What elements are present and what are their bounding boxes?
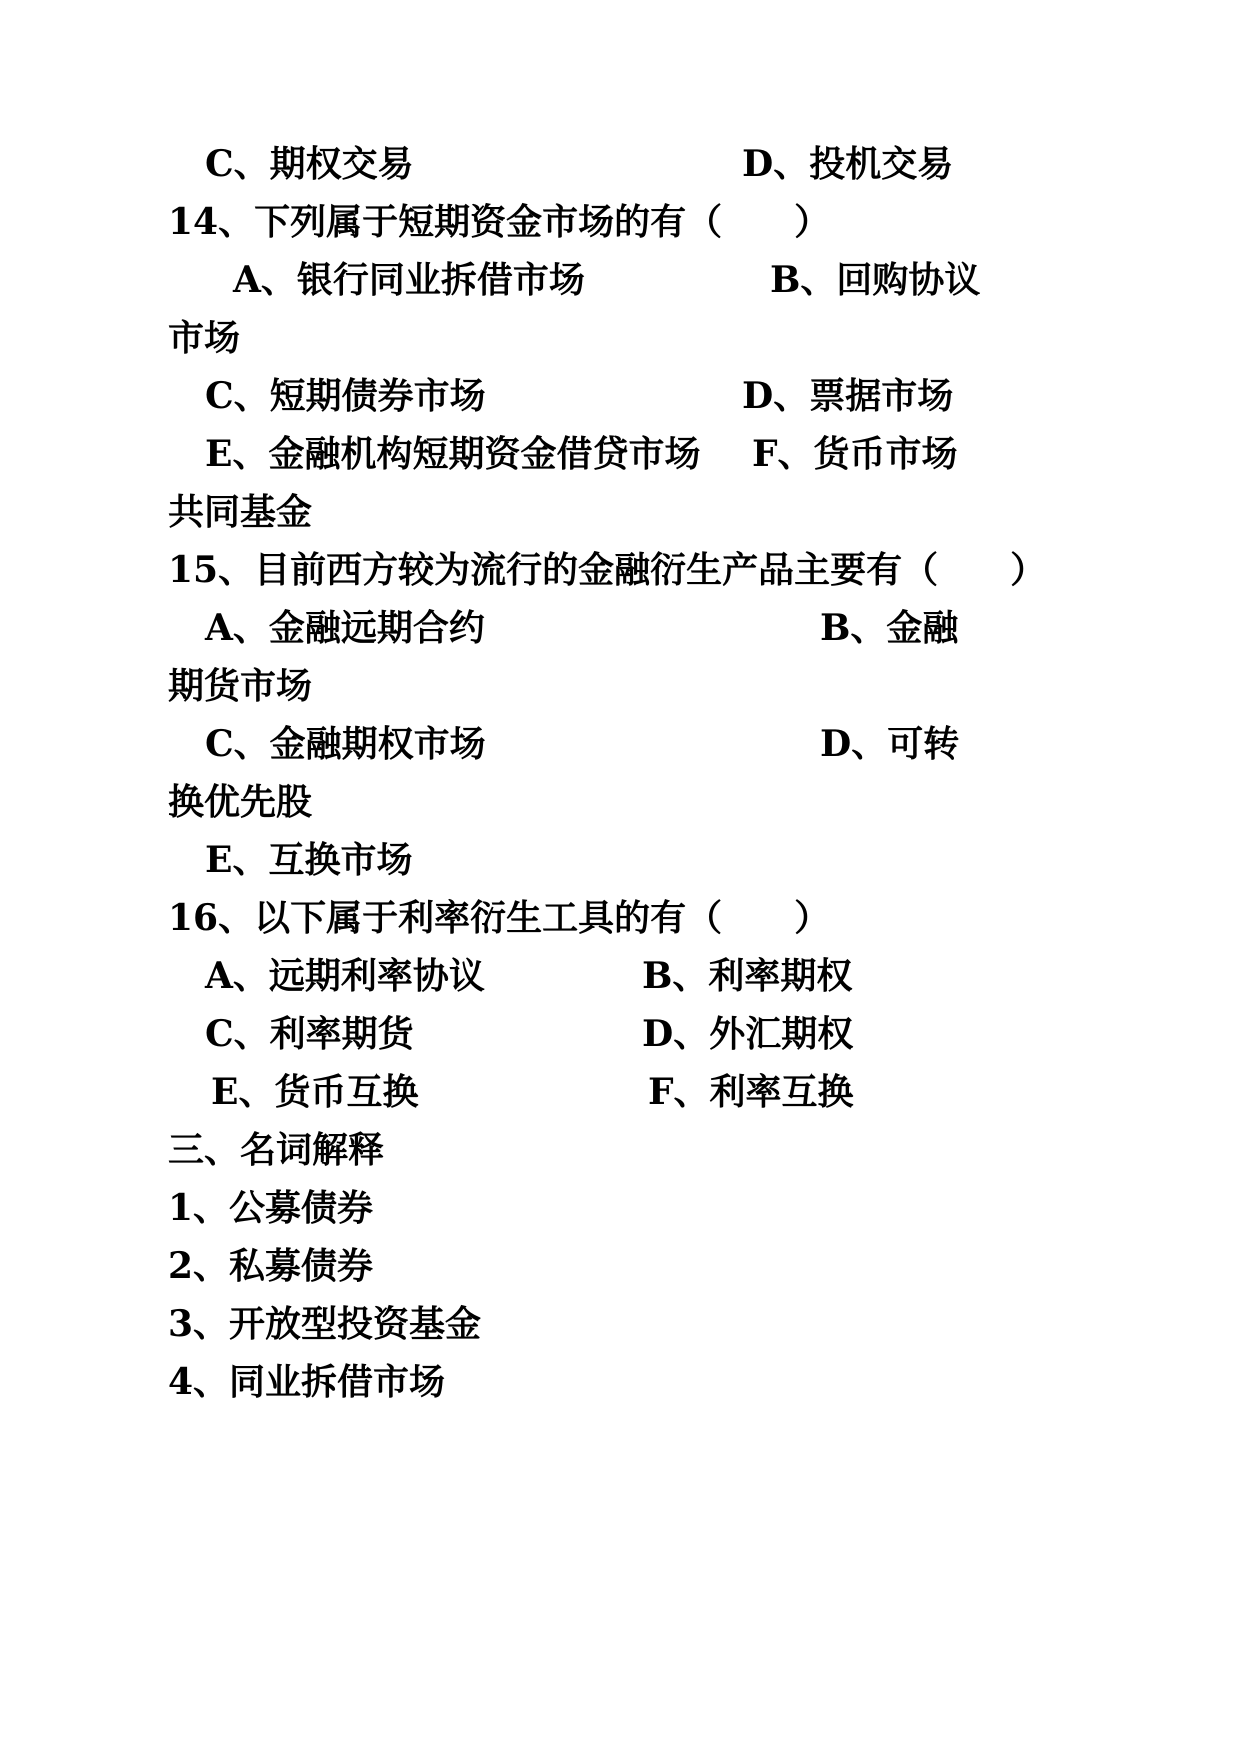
q14-option-c: C、短期债券市场 (205, 375, 486, 417)
q14-option-d: D、票据市场 (742, 375, 954, 417)
section-3-title: 三、名词解释 (168, 1129, 385, 1171)
q15-stem: 15、目前西方较为流行的金融衍生产品主要有（ ） (168, 549, 1047, 591)
q16-option-e: E、货币互换 (211, 1071, 419, 1113)
q14-option-b: B、回购协议 (770, 259, 981, 301)
q13-option-c: C、期权交易 (205, 143, 414, 185)
q14-option-a: A、银行同业拆借市场 (233, 259, 585, 301)
q16-stem: 16、以下属于利率衍生工具的有（ ） (168, 897, 831, 939)
q14-stem: 14、下列属于短期资金市场的有（ ） (168, 201, 831, 243)
q15-option-e: E、互换市场 (205, 839, 413, 881)
q15-option-b: B、金融 (820, 607, 959, 649)
term-1: 1、公募债券 (168, 1187, 374, 1229)
q14-option-f: F、货币市场 (752, 433, 958, 475)
q16-option-f: F、利率互换 (648, 1071, 854, 1113)
q16-option-a: A、远期利率协议 (205, 955, 485, 997)
q14-option-e: E、金融机构短期资金借贷市场 (205, 433, 701, 475)
term-2: 2、私募债券 (168, 1245, 374, 1287)
q15-option-b-continued: 期货市场 (168, 665, 313, 707)
q14-option-f-continued: 共同基金 (168, 491, 313, 533)
q15-option-a: A、金融远期合约 (205, 607, 485, 649)
q14-option-b-continued: 市场 (168, 317, 241, 359)
q15-option-d: D、可转 (820, 723, 960, 765)
term-3: 3、开放型投资基金 (168, 1303, 482, 1345)
q15-option-c: C、金融期权市场 (205, 723, 486, 765)
term-4: 4、同业拆借市场 (168, 1361, 446, 1403)
q15-option-d-continued: 换优先股 (168, 781, 313, 823)
q16-option-d: D、外汇期权 (642, 1013, 854, 1055)
q16-option-b: B、利率期权 (642, 955, 853, 997)
q16-option-c: C、利率期货 (205, 1013, 414, 1055)
q13-option-d: D、投机交易 (742, 143, 954, 185)
